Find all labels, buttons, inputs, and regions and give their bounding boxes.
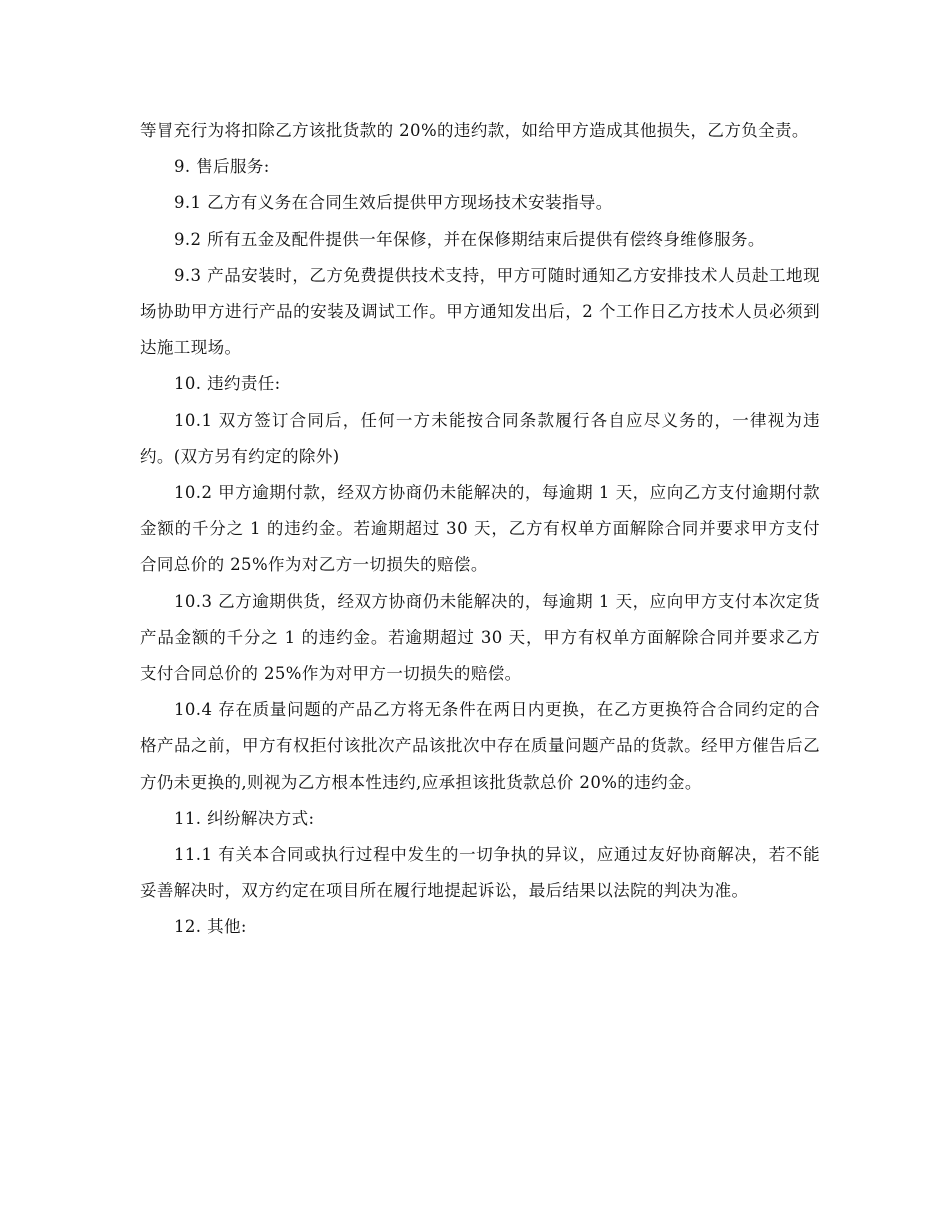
section-heading-other: 12. 其他: [174,917,247,937]
section-heading-liability: 10. 违约责任: [174,374,281,394]
document-body [140,113,820,946]
clause-10-4: 10.4 存在质量问题的产品乙方将无条件在两日内更换，在乙方更换符合合同约定的合格产品之前，甲方有权拒付该批次产品该批次中存在质量问题产品的货款。经甲方催告后乙方仍未更换的,则视为乙方根本性违约,应承担该批货款总价 20%的违约金。 [140,700,820,792]
clause-10-3: 10.3 乙方逾期供货，经双方协商仍未能解决的，每逾期 1 天，应向甲方支付本次定货产品金额的千分之 1 的违约金。若逾期超过 30 天，甲方有权单方面解除合同并要求乙方支付合同总价的 25%作为对甲方一切损失的赔偿。 [140,591,820,684]
clause-11-1: 11.1 有关本合同或执行过程中发生的一切争执的异议，应通过友好协商解决，若不能妥善解决时，双方约定在项目所在履行地提起诉讼，最后结果以法院的判决为准。 [140,845,820,901]
clause-10-1: 10.1 双方签订合同后，任何一方未能按合同条款履行各自应尽义务的，一律视为违约。(双方另有约定的除外) [140,410,820,466]
clause-9-1: 9.1 乙方有义务在合同生效后提供甲方现场技术安装指导。 [174,193,613,213]
section-heading-dispute: 11. 纠纷解决方式: [174,808,315,828]
clause-9-3: 9.3 产品安装时，乙方免费提供技术支持，甲方可随时通知乙方安排技术人员赴工地现场协助甲方进行产品的安装及调试工作。甲方通知发出后，2 个工作日乙方技术人员必须到达施工现场。 [140,265,820,358]
section-heading-after-sales: 9. 售后服务: [174,157,270,177]
clause-9-2: 9.2 所有五金及配件提供一年保修，并在保修期结束后提供有偿终身维修服务。 [174,229,765,249]
paragraph-continuation: 等冒充行为将扣除乙方该批货款的 20%的违约款，如给甲方造成其他损失，乙方负全责。 [140,121,809,140]
clause-10-2: 10.2 甲方逾期付款，经双方协商仍未能解决的，每逾期 1 天，应向乙方支付逾期付款金额的千分之 1 的违约金。若逾期超过 30 天，乙方有权单方面解除合同并要求甲方支付合同总价的 25%作为对乙方一切损失的赔偿。 [140,483,820,575]
